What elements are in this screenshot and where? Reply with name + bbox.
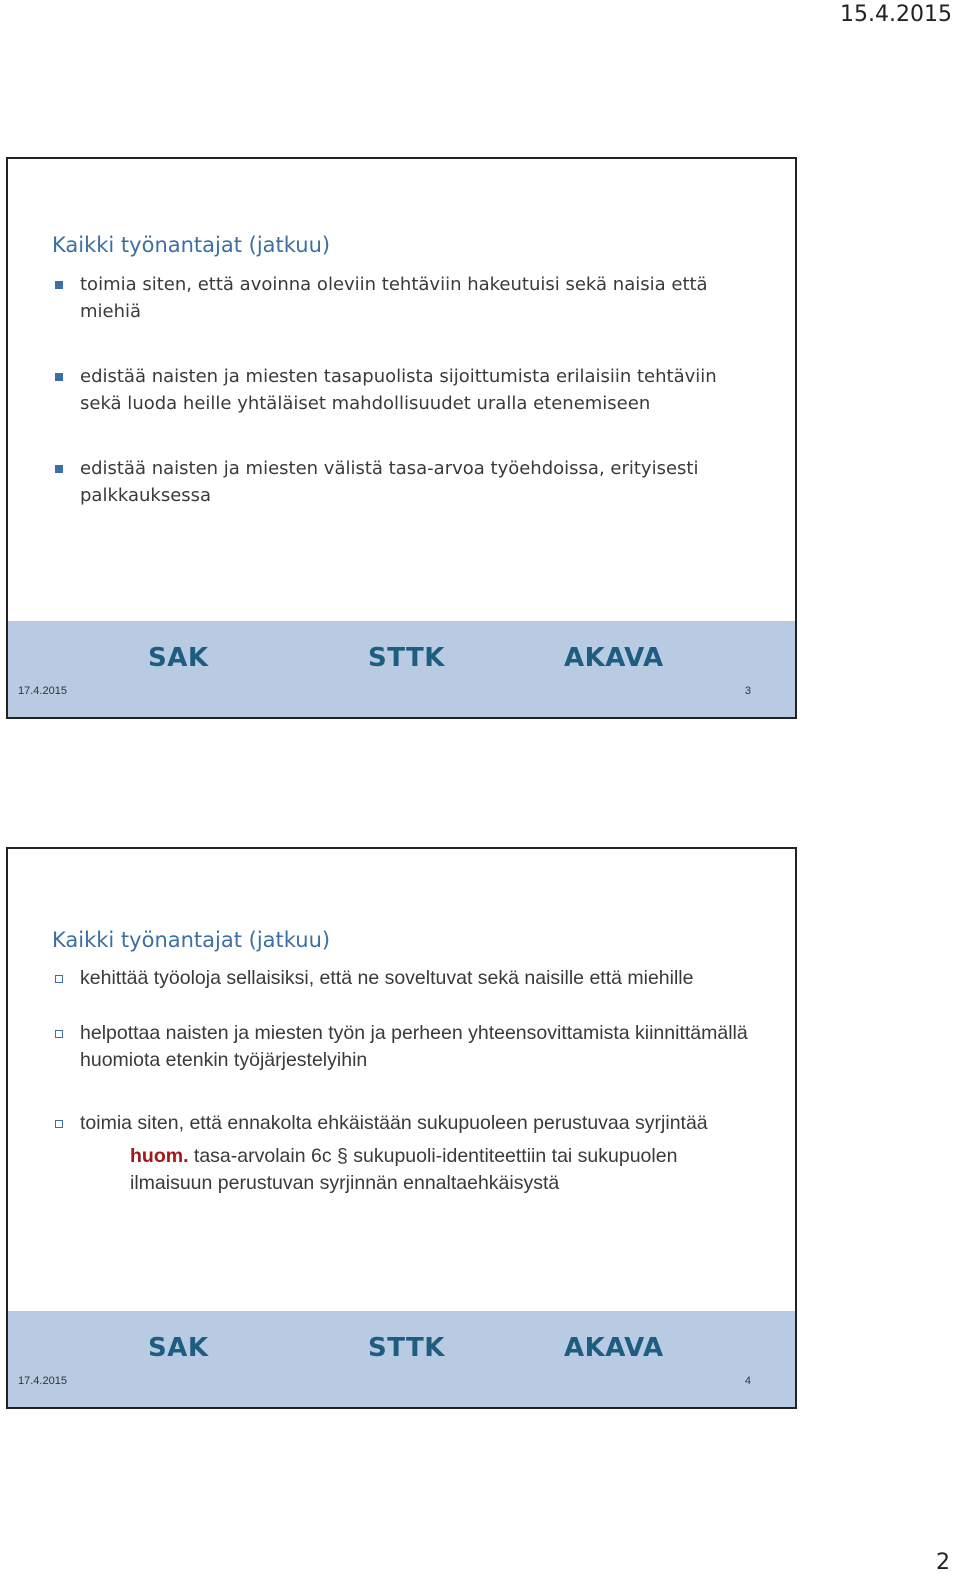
page-number: 2 (936, 1550, 950, 1575)
note (80, 1143, 755, 1197)
slide-3 (6, 157, 797, 719)
bullet-text: edistää naisten ja miesten välistä tasa-arvoa työehdoissa, erityisesti palkkauksessa (80, 458, 699, 506)
note-text: tasa-arvolain 6c (188, 1145, 337, 1167)
org-sttk-logo: STTK (368, 1333, 445, 1363)
bullet-text: kehittää työoloja sellaisiksi, että ne soveltuvat sekä naisille että miehille (80, 967, 694, 989)
bullet-text: toimia siten, että avoinna oleviin tehtäviin hakeutuisi sekä naisia että miehiä (80, 274, 708, 322)
bullet-text: helpottaa naisten ja miesten työn ja perheen yhteensovittamista kiinnittämällä huomiota etenkin työjärjestelyihin (80, 1022, 748, 1071)
square-bullet-icon (55, 1120, 63, 1128)
slide-4 (6, 847, 797, 1409)
list-item (52, 1020, 755, 1074)
square-bullet-icon (55, 373, 63, 381)
square-bullet-icon (55, 1030, 63, 1038)
bullet-text: edistää naisten ja miesten tasapuolista sijoittumista erilaisiin tehtäviin sekä luoda heille yhtäläiset mahdollisuudet uralla etenemiseen (80, 366, 717, 414)
list-item (52, 271, 755, 325)
list-item (52, 363, 755, 417)
slide-number: 3 (744, 685, 751, 697)
section-sign-icon: § (337, 1145, 348, 1167)
slide-date: 17.4.2015 (18, 685, 67, 697)
slide-title: Kaikki työnantajat (jatkuu) (52, 928, 331, 952)
bullet-text: toimia siten, että ennakolta ehkäistään sukupuoleen perustuvaa syrjintää (80, 1112, 708, 1134)
list-item (52, 1110, 755, 1197)
square-bullet-icon (55, 281, 63, 289)
org-sak-logo: SAK (148, 643, 209, 673)
slide-date: 17.4.2015 (18, 1375, 67, 1387)
bullet-list (52, 965, 755, 1233)
page-date: 15.4.2015 (840, 2, 952, 27)
org-akava-logo: AKAVA (564, 643, 664, 673)
slide-footer (8, 1311, 795, 1407)
slide-footer (8, 621, 795, 717)
square-bullet-icon (55, 975, 63, 983)
note-label: huom. (130, 1145, 189, 1167)
org-sttk-logo: STTK (368, 643, 445, 673)
note-text: sukupuoli-identiteettiin tai sukupuolen ilmaisuun perustuvan syrjinnän ennaltaehkäisystä (130, 1145, 678, 1194)
slide-title: Kaikki työnantajat (jatkuu) (52, 233, 331, 257)
list-item (52, 965, 755, 992)
org-sak-logo: SAK (148, 1333, 209, 1363)
list-item (52, 455, 755, 509)
slide-number: 4 (744, 1375, 751, 1387)
square-bullet-icon (55, 465, 63, 473)
bullet-list (52, 271, 755, 547)
org-akava-logo: AKAVA (564, 1333, 664, 1363)
